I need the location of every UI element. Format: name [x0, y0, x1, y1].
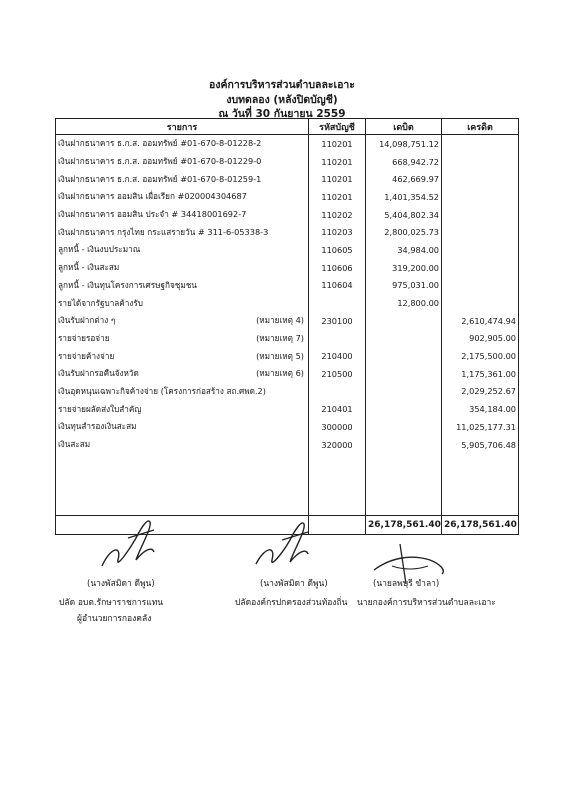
row-credit: 5,905,706.48 — [442, 436, 519, 454]
table-row — [56, 277, 519, 295]
row-debit: 5,404,802.34 — [366, 206, 442, 224]
table-row — [56, 418, 519, 436]
table-row — [56, 223, 519, 241]
organization-name: องค์การบริหารส่วนตำบลละเอาะ — [209, 79, 355, 91]
row-credit — [442, 153, 519, 171]
total-credit: 26,178,561.40 — [442, 516, 519, 535]
row-item-text: เงินฝากธนาคาร ธ.ก.ส. ออมทรัพย์ #01-670-8-01259-1 — [58, 173, 262, 184]
row-credit — [442, 259, 519, 277]
row-item-text: ลูกหนี้ - เงินทุนโครงการเศรษฐกิจชุมชน — [58, 279, 197, 290]
row-item — [56, 365, 309, 383]
row-credit — [442, 135, 519, 153]
row-debit — [366, 330, 442, 348]
row-code: 230100 — [309, 312, 366, 330]
row-code: 110201 — [309, 135, 366, 153]
row-item-text: ลูกหนี้ - เงินงบประมาณ — [58, 244, 141, 255]
row-note: (หมายเหตุ 4) — [256, 315, 304, 326]
row-item — [56, 206, 309, 224]
table-row — [56, 206, 519, 224]
row-item — [56, 418, 309, 436]
table-row — [56, 383, 519, 401]
row-debit — [366, 383, 442, 401]
row-debit — [366, 436, 442, 454]
row-code: 110201 — [309, 170, 366, 188]
row-item-text: รายจ่ายรอจ่าย — [58, 332, 110, 343]
column-header-item: รายการ — [56, 119, 309, 135]
row-code: 210401 — [309, 400, 366, 418]
table-row — [56, 436, 519, 454]
total-debit: 26,178,561.40 — [366, 516, 442, 535]
table-row — [56, 170, 519, 188]
row-debit — [366, 418, 442, 436]
column-header-debit: เดบิต — [366, 119, 442, 135]
row-debit — [366, 347, 442, 365]
row-credit: 902,905.00 — [442, 330, 519, 348]
row-credit — [442, 277, 519, 295]
row-item-text: เงินทุนสำรองเงินสะสม — [58, 421, 137, 432]
row-item — [56, 347, 309, 365]
row-credit — [442, 206, 519, 224]
row-debit: 12,800.00 — [366, 294, 442, 312]
row-item-text: เงินฝากธนาคาร กรุงไทย กระแสรายวัน # 311-6-05338-3 — [58, 226, 269, 237]
table-row — [56, 153, 519, 171]
row-debit — [366, 400, 442, 418]
report-date: ณ วันที่ 30 กันยายน 2559 — [218, 108, 346, 120]
filler-cell — [366, 453, 442, 516]
row-code: 320000 — [309, 436, 366, 454]
table-row — [56, 365, 519, 383]
row-item-text: รายได้จากรัฐบาลค้างรับ — [58, 297, 143, 308]
row-item — [56, 188, 309, 206]
row-code: 110203 — [309, 223, 366, 241]
row-item-text: เงินรับฝากต่าง ๆ — [58, 315, 116, 326]
signatory-1-position: ปลัด อบต.รักษาราชการแทน — [59, 598, 164, 608]
row-item-text: ลูกหนี้ - เงินสะสม — [58, 262, 120, 273]
row-code — [309, 294, 366, 312]
row-code: 110201 — [309, 153, 366, 171]
row-debit: 462,669.97 — [366, 170, 442, 188]
row-item — [56, 383, 309, 401]
row-item — [56, 312, 309, 330]
row-code: 110604 — [309, 277, 366, 295]
row-credit: 1,175,361.00 — [442, 365, 519, 383]
table-row — [56, 241, 519, 259]
row-note: (หมายเหตุ 5) — [256, 350, 304, 361]
row-item — [56, 170, 309, 188]
column-header-code: รหัสบัญชี — [309, 119, 366, 135]
row-credit — [442, 241, 519, 259]
row-item — [56, 259, 309, 277]
table-row — [56, 294, 519, 312]
signatory-2-name: (นางพัสมิดา ดีพูน) — [260, 579, 328, 589]
signature-mark-1 — [92, 508, 172, 576]
row-code: 110606 — [309, 259, 366, 277]
filler-cell — [309, 453, 366, 516]
row-credit — [442, 223, 519, 241]
filler-cell — [56, 453, 309, 516]
table-row — [56, 400, 519, 418]
row-credit: 354,184.00 — [442, 400, 519, 418]
row-item — [56, 277, 309, 295]
table-row — [56, 347, 519, 365]
row-item — [56, 241, 309, 259]
row-debit: 668,942.72 — [366, 153, 442, 171]
row-credit: 2,610,474.94 — [442, 312, 519, 330]
row-credit: 2,029,252.67 — [442, 383, 519, 401]
row-debit: 34,984.00 — [366, 241, 442, 259]
row-credit — [442, 170, 519, 188]
table-header-row — [56, 119, 519, 135]
row-debit — [366, 365, 442, 383]
row-item — [56, 294, 309, 312]
row-debit: 14,098,751.12 — [366, 135, 442, 153]
row-item-text: เงินอุดหนุนเฉพาะกิจค้างจ่าย (โครงการก่อสร้าง สถ.ศพด.2) — [58, 385, 266, 396]
table-row — [56, 312, 519, 330]
row-debit: 1,401,354.52 — [366, 188, 442, 206]
table-row — [56, 330, 519, 348]
row-credit: 11,025,177.31 — [442, 418, 519, 436]
row-item-text: เงินรับฝากรอคืนจังหวัด — [58, 368, 139, 379]
row-debit — [366, 312, 442, 330]
filler-cell — [442, 453, 519, 516]
table-row — [56, 259, 519, 277]
signatory-2-position: ปลัดองค์กรปกครองส่วนท้องถิ่น — [235, 598, 348, 608]
table-body — [56, 135, 519, 516]
signature-mark-2 — [248, 512, 328, 576]
row-code — [309, 330, 366, 348]
row-item — [56, 400, 309, 418]
signatory-3-name: (นายลพบุรี ขำลา) — [373, 579, 440, 589]
row-item-text: เงินสะสม — [58, 439, 91, 450]
row-item — [56, 330, 309, 348]
row-debit: 319,200.00 — [366, 259, 442, 277]
row-code: 110201 — [309, 188, 366, 206]
table-row — [56, 188, 519, 206]
row-code: 210400 — [309, 347, 366, 365]
table-row — [56, 135, 519, 153]
row-debit: 975,031.00 — [366, 277, 442, 295]
signatory-3-position: นายกองค์การบริหารส่วนตำบลละเอาะ — [357, 598, 496, 608]
row-item — [56, 223, 309, 241]
row-item — [56, 135, 309, 153]
row-code: 300000 — [309, 418, 366, 436]
row-item-text: เงินฝากธนาคาร ออมสิน ประจำ # 34418001692-7 — [58, 209, 247, 220]
row-note: (หมายเหตุ 6) — [256, 368, 304, 379]
row-item-text: รายจ่ายผลัดส่งใบสำคัญ — [58, 403, 142, 414]
signatory-1-position-2: ผู้อำนวยการกองคลัง — [77, 614, 152, 624]
table-filler-row — [56, 453, 519, 516]
signatory-1-name: (นางพัสมิดา ดีพูน) — [87, 579, 155, 589]
row-credit: 2,175,500.00 — [442, 347, 519, 365]
trial-balance-table — [55, 118, 519, 535]
row-code: 210500 — [309, 365, 366, 383]
row-credit — [442, 294, 519, 312]
row-credit — [442, 188, 519, 206]
row-item-text: รายจ่ายค้างจ่าย — [58, 350, 115, 361]
row-item-text: เงินฝากธนาคาร ออมสิน เผื่อเรียก #020004304687 — [58, 191, 247, 202]
row-code: 110605 — [309, 241, 366, 259]
report-title: งบทดลอง (หลังปิดบัญชี) — [226, 94, 338, 106]
row-code: 110202 — [309, 206, 366, 224]
row-item — [56, 436, 309, 454]
row-item-text: เงินฝากธนาคาร ธ.ก.ส. ออมทรัพย์ #01-670-8-01228-2 — [58, 138, 262, 149]
column-header-credit: เครดิต — [442, 119, 519, 135]
row-debit: 2,800,025.73 — [366, 223, 442, 241]
row-code — [309, 383, 366, 401]
row-note: (หมายเหตุ 7) — [256, 332, 304, 343]
row-item-text: เงินฝากธนาคาร ธ.ก.ส. ออมทรัพย์ #01-670-8-01229-0 — [58, 156, 262, 167]
row-item — [56, 153, 309, 171]
